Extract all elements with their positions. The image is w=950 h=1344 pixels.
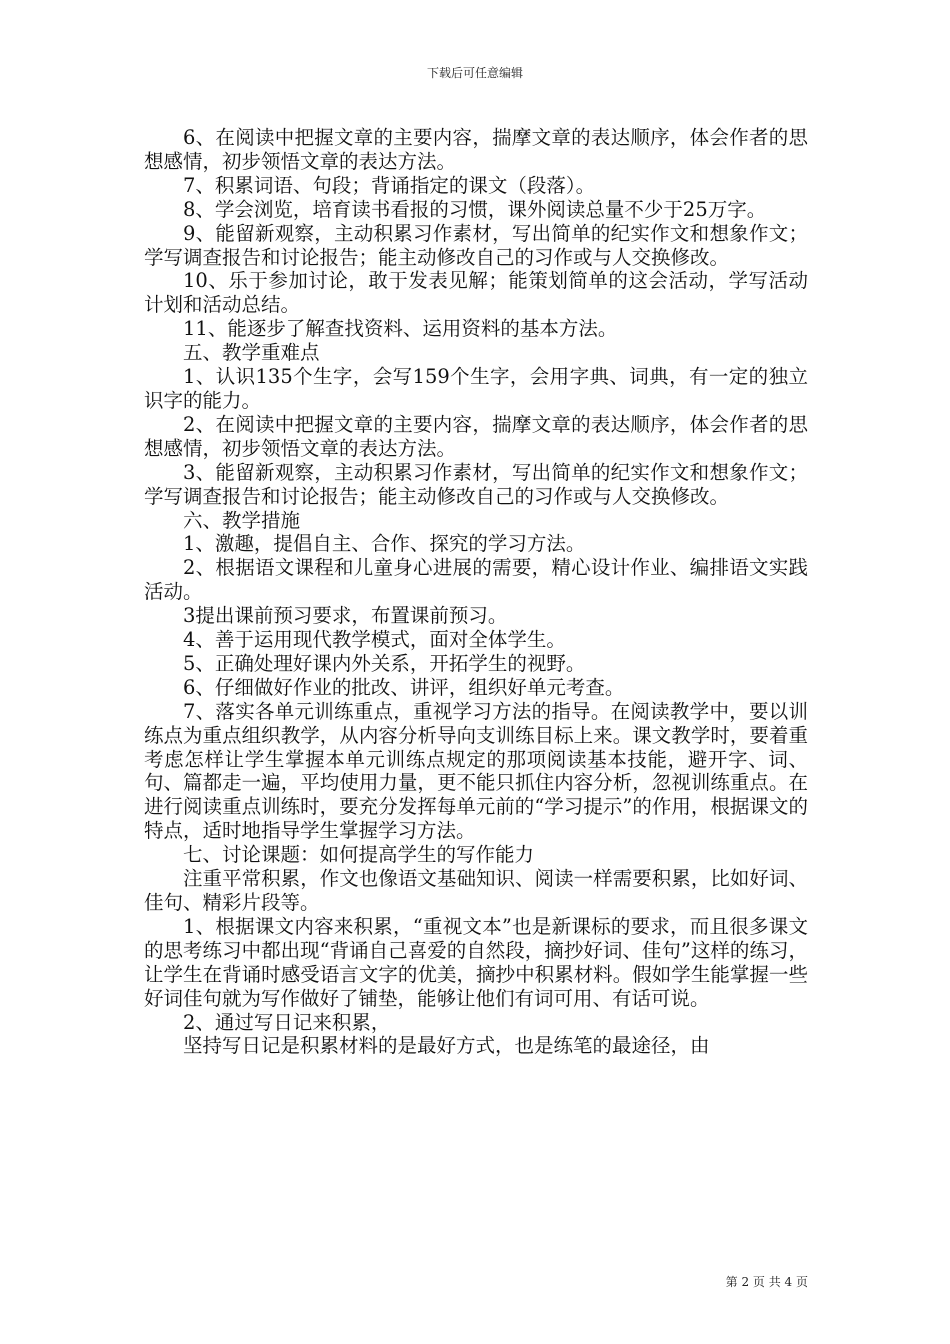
paragraph: 11、能逐步了解查找资料、运用资料的基本方法。 — [183, 317, 618, 341]
paragraph: 2、根据语文课程和儿童身心进展的需要，精心设计作业、编排语文实践活动。 — [144, 556, 808, 604]
paragraph: 3提出课前预习要求，布置课前预习。 — [183, 604, 508, 628]
paragraph: 7、积累词语、句段；背诵指定的课文（段落）。 — [183, 173, 596, 197]
paragraph: 6、仔细做好作业的批改、讲评，组织好单元考查。 — [183, 675, 625, 699]
paragraph: 3、能留新观察，主动积累习作素材，写出简单的纪实作文和想象作文；学写调查报告和讨论报告；能主动修改自己的习作或与人交换修改。 — [144, 460, 808, 508]
paragraph: 6、在阅读中把握文章的主要内容，揣摩文章的表达顺序，体会作者的思想感情，初步领悟文章的表达方法。 — [144, 126, 808, 173]
page-number: 第 2 页 共 4 页 — [725, 1275, 808, 1289]
paragraph: 10、乐于参加讨论，敢于发表见解；能策划简单的这会活动，学写活动计划和活动总结。 — [144, 269, 808, 317]
paragraph: 2、在阅读中把握文章的主要内容，揣摩文章的表达顺序，体会作者的思想感情，初步领悟文章的表达方法。 — [144, 412, 808, 460]
paragraph: 8、学会浏览，培育读书看报的习惯，课外阅读总量不少于25万字。 — [183, 197, 767, 221]
document-body — [144, 126, 808, 1058]
page-header: 下载后可任意编辑 — [426, 66, 523, 80]
section-heading: 五、教学重难点 — [183, 341, 320, 365]
paragraph: 4、善于运用现代教学模式，面对全体学生。 — [183, 628, 566, 652]
paragraph: 坚持写日记是积累材料的是最好方式，也是练笔的最途径，由 — [183, 1034, 710, 1058]
paragraph: 1、激趣，提倡自主、合作、探究的学习方法。 — [183, 532, 586, 556]
paragraph: 1、根据课文内容来积累，“重视文本”也是新课标的要求，而且很多课文的思考练习中都出现“背诵自己喜爱的自然段，摘抄好词、佳句”这样的练习，让学生在背诵时感受语言文字的优美，摘抄中积累材料。假如学生能掌握一些好词佳句就为写作做好了铺垫，能够让他们有词可用、有话可说。 — [144, 914, 808, 1010]
paragraph: 1、认识135个生字，会写159个生字，会用字典、词典，有一定的独立识字的能力。 — [144, 365, 808, 412]
paragraph: 7、落实各单元训练重点，重视学习方法的指导。在阅读教学中，要以训练点为重点组织教学，从内容分析导向支训练目标上来。课文教学时，要着重考虑怎样让学生掌握本单元训练点规定的那项阅读基本技能，避开字、词、句、篇都走一遍，平均使用力量，更不能只抓住内容分析，忽视训练重点。在进行阅读重点训练时，要充分发挥每单元前的“学习提示”的作用，根据课文的特点，适时地指导学生掌握学习方法。 — [144, 699, 808, 843]
paragraph: 9、能留新观察，主动积累习作素材，写出简单的纪实作文和想象作文；学写调查报告和讨论报告；能主动修改自己的习作或与人交换修改。 — [144, 221, 808, 269]
paragraph: 注重平常积累，作文也像语文基础知识、阅读一样需要积累，比如好词、佳句、精彩片段等。 — [144, 867, 808, 914]
section-heading: 七、讨论课题：如何提高学生的写作能力 — [183, 843, 535, 867]
paragraph: 5、正确处理好课内外关系，开拓学生的视野。 — [183, 651, 586, 675]
paragraph: 2、通过写日记来积累， — [183, 1010, 391, 1034]
section-heading: 六、教学措施 — [183, 508, 301, 532]
